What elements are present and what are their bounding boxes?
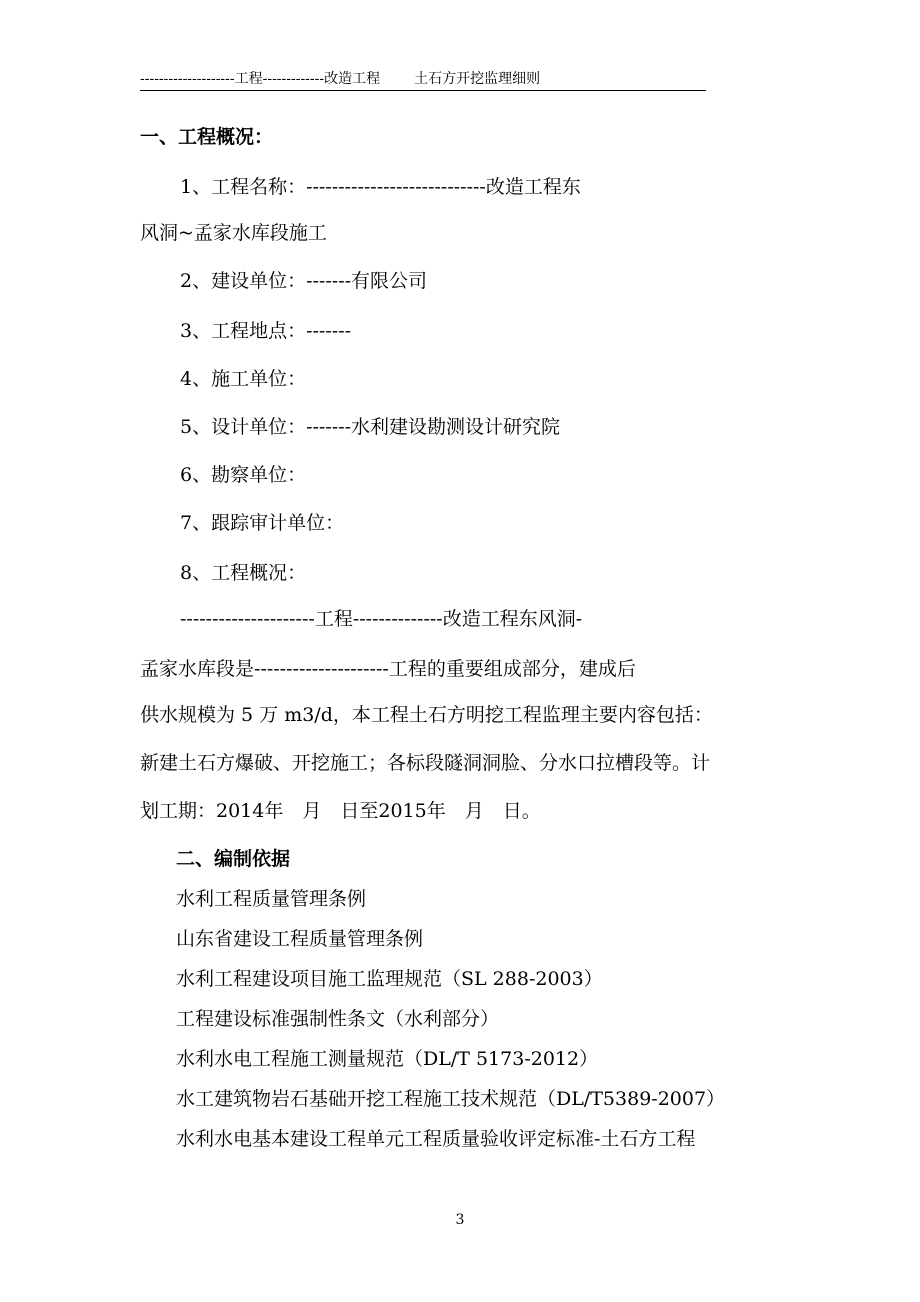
basis-list-item: 水利水电工程施工测量规范（DL/T 5173-2012） bbox=[176, 1048, 599, 1070]
basis-list-item: 山东省建设工程质量管理条例 bbox=[176, 928, 424, 950]
header-document-title: 土石方开挖监理细则 bbox=[414, 71, 541, 87]
overview-item-surveyor: 6、勘察单位： bbox=[180, 464, 307, 486]
basis-list-item: 水利工程质量管理条例 bbox=[176, 888, 367, 910]
overview-item-owner: 2、建设单位：-------有限公司 bbox=[180, 270, 428, 292]
section-title-overview: 一、工程概况： bbox=[140, 126, 274, 148]
page-number: 3 bbox=[455, 1212, 465, 1228]
overview-paragraph-line: ---------------------工程--------------改造工程东风洞- bbox=[180, 608, 583, 630]
overview-item-project-name: 1、工程名称：----------------------------改造工程东 bbox=[180, 176, 581, 198]
overview-item-project-name-continued: 风洞~孟家水库段施工 bbox=[140, 222, 327, 244]
overview-item-contractor: 4、施工单位： bbox=[180, 368, 307, 390]
section-title-basis: 二、编制依据 bbox=[176, 848, 291, 870]
basis-list-item: 水利工程建设项目施工监理规范（SL 288-2003） bbox=[176, 968, 603, 990]
overview-item-audit-unit: 7、跟踪审计单位： bbox=[180, 512, 345, 534]
overview-paragraph-line: 供水规模为 5 万 m3/d，本工程土石方明挖工程监理主要内容包括： bbox=[140, 704, 713, 726]
overview-paragraph-line: 划工期：2014年 月 日至2015年 月 日。 bbox=[140, 800, 541, 822]
header-project-name: --------------------工程-------------改造工程 bbox=[140, 71, 381, 87]
basis-list-item: 水利水电基本建设工程单元工程质量验收评定标准-土石方工程 bbox=[176, 1128, 696, 1150]
basis-list-item: 水工建筑物岩石基础开挖工程施工技术规范（DL/T5389-2007） bbox=[176, 1088, 726, 1110]
overview-item-summary-label: 8、工程概况： bbox=[180, 562, 307, 584]
overview-paragraph-line: 孟家水库段是---------------------工程的重要组成部分，建成后 bbox=[140, 658, 636, 680]
basis-list-item: 工程建设标准强制性条文（水利部分） bbox=[176, 1008, 500, 1030]
page-header bbox=[140, 68, 706, 91]
overview-item-location: 3、工程地点：------- bbox=[180, 320, 352, 342]
overview-item-designer: 5、设计单位：-------水利建设勘测设计研究院 bbox=[180, 416, 561, 438]
overview-paragraph-line: 新建土石方爆破、开挖施工；各标段隧洞洞脸、分水口拉槽段等。计 bbox=[140, 752, 711, 774]
